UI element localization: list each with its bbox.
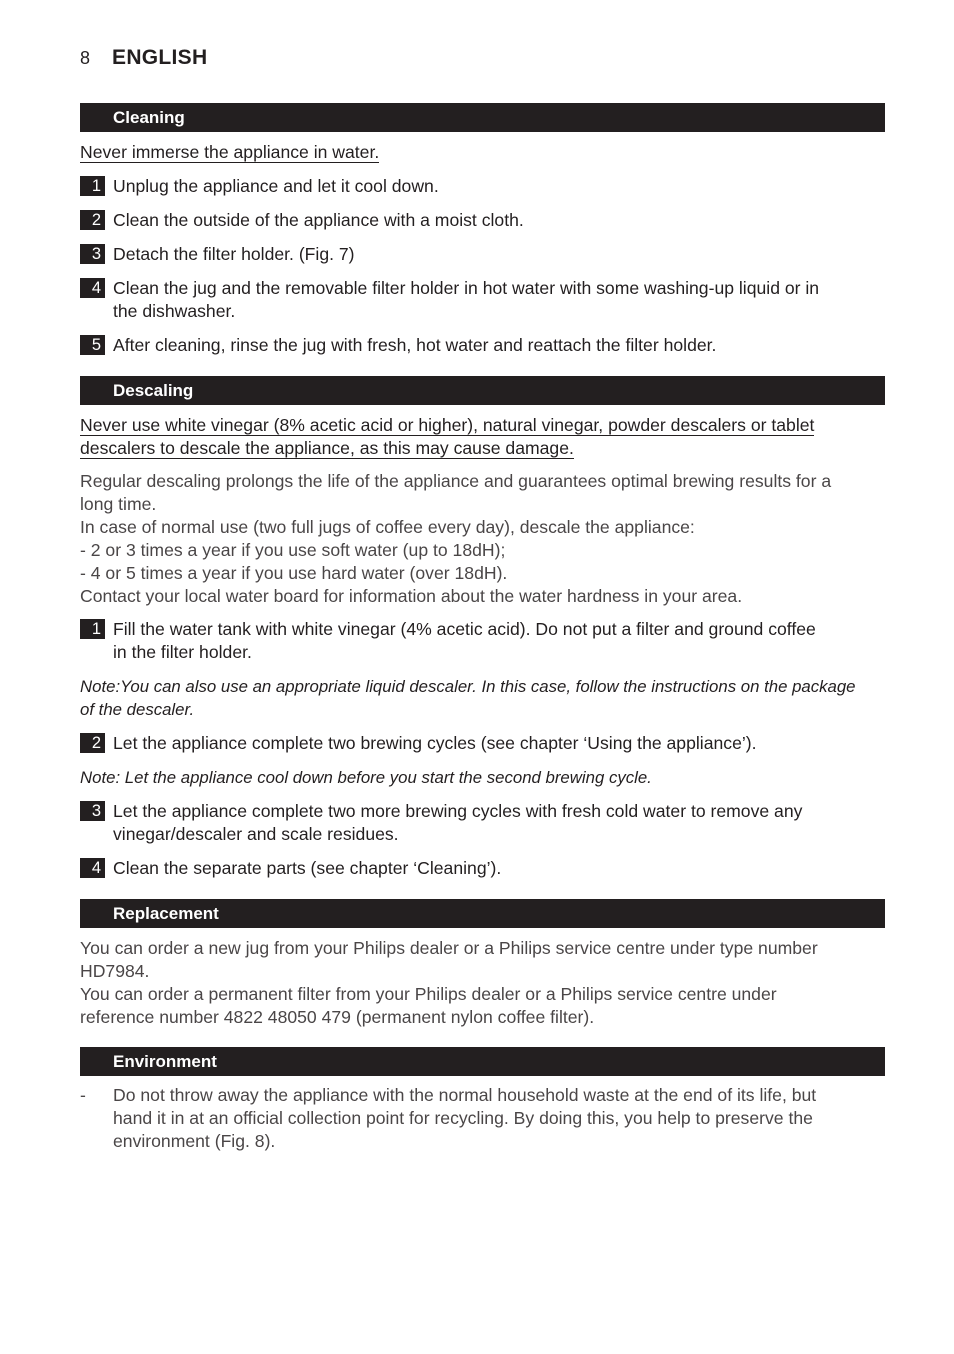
step-number-badge: 3: [80, 801, 105, 821]
section-header-descaling: Descaling: [80, 376, 885, 405]
step-text: After cleaning, rinse the jug with fresh, hot water and reattach the filter holder.: [113, 335, 717, 355]
step-text-line-1: Clean the jug and the removable filter holder in hot water with some washing-up liquid or in: [113, 278, 820, 298]
cleaning-step-5: [80, 334, 885, 357]
step-text: Let the appliance complete two brewing cycles (see chapter ‘Using the appliance’).: [113, 733, 757, 753]
cleaning-step-4: [80, 277, 885, 323]
intro-line: - 2 or 3 times a year if you use soft water (up to 18dH);: [80, 540, 506, 560]
descaling-step-3: [80, 800, 885, 846]
cleaning-step-2: [80, 209, 885, 232]
note-line-2: of the descaler.: [80, 700, 195, 719]
descaling-warning-line-1: Never use white vinegar (8% acetic acid or higher), natural vinegar, powder descalers or tablet: [80, 415, 815, 435]
descaling-intro: [80, 470, 885, 608]
page-header: [80, 46, 207, 76]
step-text: Clean the outside of the appliance with a moist cloth.: [113, 210, 524, 230]
descaling-warning-line-2: descalers to descale the appliance, as this may cause damage.: [80, 438, 574, 458]
section-header-cleaning: Cleaning: [80, 103, 885, 132]
intro-line: Contact your local water board for information about the water hardness in your area.: [80, 586, 743, 606]
replacement-line: You can order a new jug from your Philips dealer or a Philips service centre under type number: [80, 938, 818, 958]
descaling-warning: [80, 414, 885, 460]
step-number-badge: 2: [80, 733, 105, 753]
bullet-dash: -: [80, 1085, 86, 1105]
intro-line: - 4 or 5 times a year if you use hard water (over 18dH).: [80, 563, 508, 583]
step-number-badge: 5: [80, 335, 105, 355]
environment-line: Do not throw away the appliance with the normal household waste at the end of its life, but: [113, 1085, 817, 1105]
descaling-note-2: Note: Let the appliance cool down before you start the second brewing cycle.: [80, 768, 652, 787]
page-language-title: ENGLISH: [112, 46, 208, 69]
step-text-line-2: vinegar/descaler and scale residues.: [113, 824, 399, 844]
step-text-line-1: Fill the water tank with white vinegar (4% acetic acid). Do not put a filter and ground coffee: [113, 619, 816, 639]
descaling-note-1: [80, 675, 885, 721]
section-header-replacement: Replacement: [80, 899, 885, 928]
cleaning-warning: [80, 141, 885, 164]
cleaning-step-1: [80, 175, 885, 198]
cleaning-warning-text: Never immerse the appliance in water.: [80, 142, 380, 162]
step-number-badge: 4: [80, 278, 105, 298]
step-number-badge: 3: [80, 244, 105, 264]
intro-line: long time.: [80, 494, 157, 514]
page-number: 8: [80, 48, 91, 68]
cleaning-step-3: [80, 243, 885, 266]
intro-line: Regular descaling prolongs the life of the appliance and guarantees optimal brewing results for a: [80, 471, 832, 491]
replacement-text: [80, 937, 885, 1029]
step-text-line-2: in the filter holder.: [113, 642, 252, 662]
step-text-line-1: Let the appliance complete two more brewing cycles with fresh cold water to remove any: [113, 801, 803, 821]
replacement-line: You can order a permanent filter from your Philips dealer or a Philips service centre under: [80, 984, 777, 1004]
step-number-badge: 1: [80, 619, 105, 639]
note-line-1: Note:You can also use an appropriate liquid descaler. In this case, follow the instructions on the package: [80, 677, 856, 696]
descaling-step-1: [80, 618, 885, 664]
replacement-line: HD7984.: [80, 961, 150, 981]
descaling-step-2: [80, 732, 885, 755]
step-text: Unplug the appliance and let it cool down.: [113, 176, 439, 196]
environment-line: hand it in at an official collection point for recycling. By doing this, you help to preserve the: [113, 1108, 813, 1128]
step-text: Detach the filter holder. (Fig. 7): [113, 244, 355, 264]
step-text-line-2: the dishwasher.: [113, 301, 236, 321]
section-header-environment: Environment: [80, 1047, 885, 1076]
step-number-badge: 4: [80, 858, 105, 878]
step-number-badge: 1: [80, 176, 105, 196]
descaling-step-4: [80, 857, 885, 880]
replacement-line: reference number 4822 48050 479 (permanent nylon coffee filter).: [80, 1007, 595, 1027]
intro-line: In case of normal use (two full jugs of coffee every day), descale the appliance:: [80, 517, 695, 537]
step-number-badge: 2: [80, 210, 105, 230]
step-text: Clean the separate parts (see chapter ‘Cleaning’).: [113, 858, 502, 878]
environment-line: environment (Fig. 8).: [113, 1131, 276, 1151]
environment-bullet: [80, 1084, 885, 1153]
